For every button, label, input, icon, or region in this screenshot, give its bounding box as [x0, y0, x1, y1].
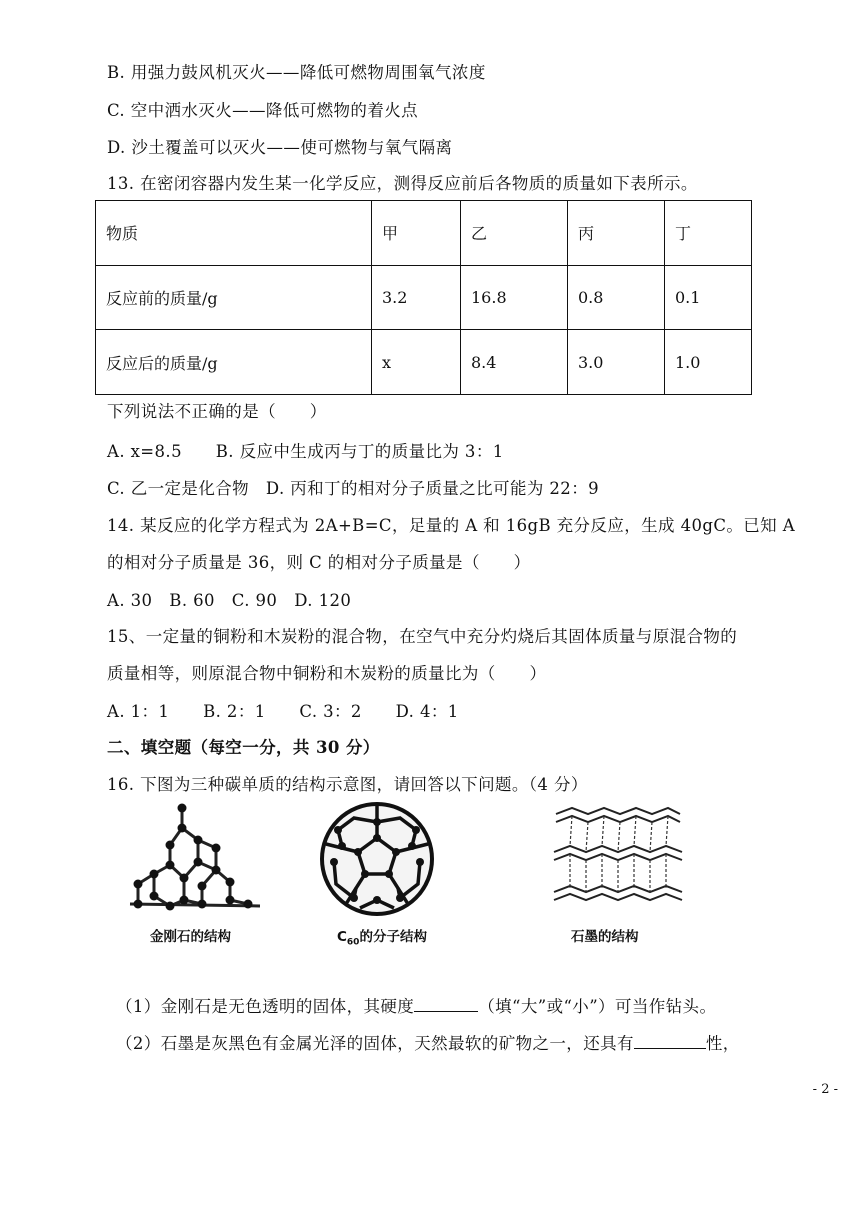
q13-options-ab: A. x=8.5 B. 反应中生成丙与丁的质量比为 3：1	[107, 442, 504, 461]
table-cell: 丙	[568, 201, 665, 266]
table-cell: 反应后的质量/g	[96, 330, 372, 395]
c60-caption-text: 的分子结构	[359, 929, 427, 945]
page-number: - 2 -	[812, 1082, 838, 1097]
table-cell: 0.1	[665, 265, 752, 330]
q13-prompt: 下列说法不正确的是（ ）	[107, 402, 327, 421]
c60-caption-subscript: 60	[346, 937, 360, 948]
diamond-caption: 金刚石的结构	[150, 929, 231, 945]
table-cell: 16.8	[461, 265, 568, 330]
table-cell: 1.0	[665, 330, 752, 395]
table-header-row	[96, 201, 752, 266]
mass-table	[95, 200, 752, 395]
question-16: 16. 下图为三种碳单质的结构示意图，请回答以下问题。（4 分）	[107, 775, 588, 794]
table-cell: 物质	[96, 201, 372, 266]
graphite-caption: 石墨的结构	[571, 929, 639, 945]
answer-blank-property[interactable]	[634, 1032, 706, 1049]
q16-part1	[116, 995, 716, 1019]
table-row	[96, 330, 752, 395]
q14-options: A. 30 B. 60 C. 90 D. 120	[107, 591, 352, 610]
c60-structure-image	[312, 800, 442, 918]
question-14-line1: 14. 某反应的化学方程式为 2A+B=C，足量的 A 和 16gB 充分反应，生成 40gC。已知 A	[107, 516, 796, 535]
table-cell: x	[372, 330, 461, 395]
c60-caption-symbol: C	[337, 929, 347, 945]
q16-part1-text-end: （填“大”或“小”）可当作钻头。	[478, 997, 717, 1016]
option-b-line: B. 用强力鼓风机灭火——降低可燃物周围氧气浓度	[107, 63, 486, 82]
table-cell: 反应前的质量/g	[96, 265, 372, 330]
c60-caption	[337, 925, 427, 948]
table-cell: 甲	[372, 201, 461, 266]
table-cell: 3.2	[372, 265, 461, 330]
option-c-line: C. 空中洒水灭火——降低可燃物的着火点	[107, 101, 419, 120]
table-cell: 乙	[461, 201, 568, 266]
q15-options: A. 1：1 B. 2：1 C. 3：2 D. 4：1	[107, 702, 459, 721]
section-heading: 二、填空题（每空一分，共 30 分）	[107, 738, 380, 757]
diamond-structure-image	[120, 800, 270, 915]
option-d-line: D. 沙土覆盖可以灭火——使可燃物与氧气隔离	[107, 138, 453, 157]
q16-part2	[116, 1032, 740, 1056]
q16-part1-text: （1）金刚石是无色透明的固体，其硬度	[116, 997, 415, 1016]
question-15-line1: 15、一定量的铜粉和木炭粉的混合物，在空气中充分灼烧后其固体质量与原混合物的	[107, 627, 738, 646]
question-14-line2: 的相对分子质量是 36，则 C 的相对分子质量是（ ）	[107, 553, 531, 572]
table-cell: 8.4	[461, 330, 568, 395]
graphite-structure-image	[548, 800, 686, 915]
question-13: 13. 在密闭容器内发生某一化学反应，测得反应前后各物质的质量如下表所示。	[107, 174, 698, 193]
q16-part2-text-end: 性，	[705, 1034, 740, 1053]
question-15-line2: 质量相等，则原混合物中铜粉和木炭粉的质量比为（ ）	[107, 664, 547, 683]
answer-blank-hardness[interactable]	[414, 995, 478, 1012]
table-cell: 3.0	[568, 330, 665, 395]
q13-options-cd: C. 乙一定是化合物 D. 丙和丁的相对分子质量之比可能为 22：9	[107, 479, 599, 498]
q16-part2-text: （2）石墨是灰黑色有金属光泽的固体，天然最软的矿物之一，还具有	[116, 1034, 634, 1053]
table-cell: 0.8	[568, 265, 665, 330]
table-row	[96, 265, 752, 330]
table-cell: 丁	[665, 201, 752, 266]
